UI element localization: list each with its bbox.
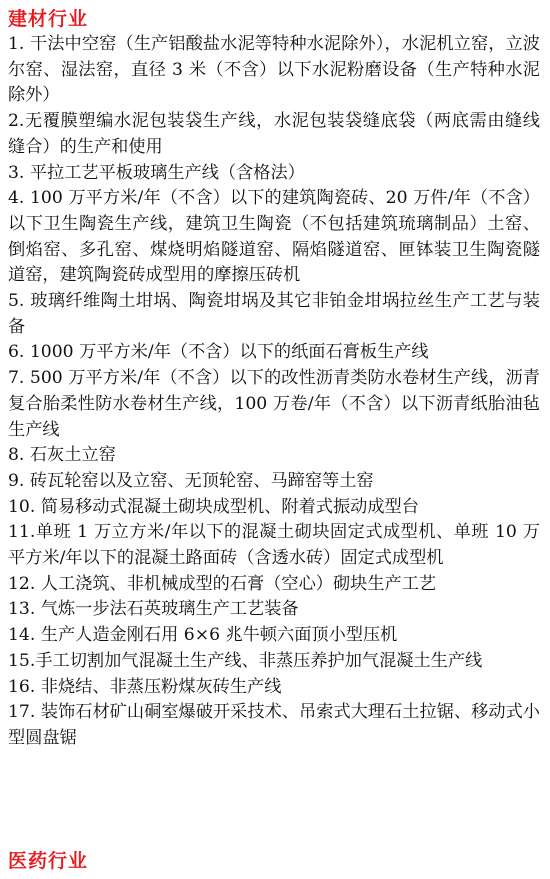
list-item: 11.单班 1 万立方米/年以下的混凝土砌块固定式成型机、单班 10 万平方米/年以下的混凝土路面砖（含透水砖）固定式成型机 (8, 522, 540, 569)
list-item: 6. 1000 万平方米/年（不含）以下的纸面石膏板生产线 (8, 342, 429, 363)
list-item: 8. 石灰土立窑 (8, 445, 116, 466)
section-heading-building-materials: 建材行业 (8, 8, 89, 30)
list-item: 5. 玻璃纤维陶土坩埚、陶瓷坩埚及其它非铂金坩埚拉丝生产工艺与装备 (8, 291, 540, 337)
list-item: 17. 装饰石材矿山硐室爆破开采技术、吊索式大理石土拉锯、移动式小型圆盘锯 (8, 702, 540, 748)
list-item: 2.无覆膜塑编水泥包装袋生产线，水泥包装袋缝底袋（两底需由缝线缝合）的生产和使用 (8, 111, 540, 157)
list-item: 14. 生产人造金刚石用 6×6 兆牛顿六面顶小型压机 (8, 625, 398, 646)
section-heading-pharmaceutical: 医药行业 (8, 850, 89, 872)
building-materials-list (8, 32, 540, 752)
list-item: 4. 100 万平方米/年（不含）以下的建筑陶瓷砖、20 万件/年（不含）以下卫生陶瓷生产线，建筑卫生陶瓷（不包括建筑琉璃制品）土窑、倒焰窑、多孔窑、煤烧明焰隧道窑、隔焰隧道窑、匣钵装卫生陶瓷隧道窑，建筑陶瓷砖成型用的摩擦压砖机 (8, 188, 540, 286)
list-item: 1. 干法中空窑（生产铝酸盐水泥等特种水泥除外），水泥机立窑，立波尔窑、湿法窑，直径 3 米（不含）以下水泥粉磨设备（生产特种水泥除外） (8, 34, 540, 106)
list-item: 15.手工切割加气混凝土生产线、非蒸压养护加气混凝土生产线 (8, 650, 483, 671)
list-item: 16. 非烧结、非蒸压粉煤灰砖生产线 (8, 676, 282, 697)
list-item: 12. 人工浇筑、非机械成型的石膏（空心）砌块生产工艺 (8, 573, 437, 594)
list-item: 10. 简易移动式混凝土砌块成型机、附着式振动成型台 (8, 496, 419, 517)
list-item: 3. 平拉工艺平板玻璃生产线（含格法） (8, 162, 305, 183)
list-item: 7. 500 万平方米/年（不含）以下的改性沥青类防水卷材生产线，沥青复合胎柔性防水卷材生产线，100 万卷/年（不含）以下沥青纸胎油毡生产线 (8, 368, 540, 440)
list-item: 13. 气炼一步法石英玻璃生产工艺装备 (8, 599, 299, 620)
list-item: 9. 砖瓦轮窑以及立窑、无顶轮窑、马蹄窑等土窑 (8, 470, 374, 491)
